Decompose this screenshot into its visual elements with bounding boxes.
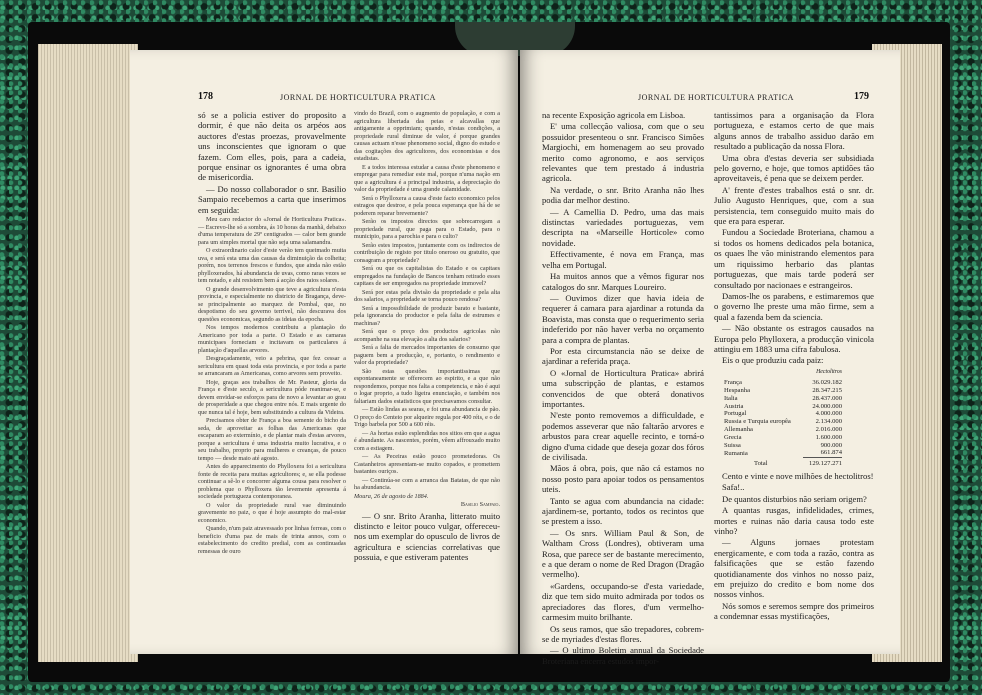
paragraph: Na verdade, o snr. Brito Aranha não lhes podia dar melhor destino. (542, 184, 704, 206)
table-row (724, 442, 842, 450)
paragraph: — Ouvimos dizer que havia ideia de requerer á camara para ajardinar a rotunda da Boavista, mas consta que o requerimento seria indeferido por não haver verba no orçamento para a compra de plantas. (542, 292, 704, 345)
paragraph: Antes do apparecimento do Phylloxera foi a sericultura fonte de receita para muitas agricultores; e, se ella podesse continuar a sê-lo e concorrer alguma cousa para resolver o problema que o Phylloxera tão levemente apresenta á sociedade portugueza contemporanea. (198, 463, 346, 501)
paragraph: Nos tempos modernos contribuiu a plantação do Americano por toda a parte. O Estado e as camaras municipaes forneciam e incitavam os particulares á plantação d'aquellas arvores. (198, 324, 346, 354)
table-row (724, 449, 842, 457)
paragraph: A' frente d'estes trabalhos está o snr. dr. Julio Augusto Henriques, que, com a sua persistencia, tem conseguido muito mais do que era para esperar. (714, 184, 874, 227)
letter-body (198, 216, 346, 555)
value-cell: 36.029.182 (812, 379, 842, 387)
paragraph: vindo do Brazil, com o augmento de população, e com a agricultura libertada das peias e alcavallas que antigamente a opprimiam; quando, n'estas condições, a propriedade rural diminue de valor, é porque grandes causas actuam n'esse phenomeno social, digno do estudo e das cogitações dos agricultores, dos economistas e dos estadistas. (354, 110, 500, 162)
paragraph: — Estão lindas as searas, e foi uma abundancia de pão. O preço do Centeio por alqueire regula por 400 réis, e o de Trigo barbela por 500 a 600 réis. (354, 406, 500, 428)
table-row (724, 403, 842, 411)
paragraph: Por esta circumstancia não se deixe de ajardinar a referida praça. (542, 345, 704, 367)
table-total-row (724, 458, 842, 468)
paragraph: — Não obstante os estragos causados na Europa pelo Phylloxera, a producção vinicola attingiu em 1883 uma cifra fabulosa. (714, 323, 874, 354)
paragraph: Serão os impostos directos que sobrecarregam a propriedade rural, que paga para o Estado, para o municipio, para a parochia e para o culto? (354, 218, 500, 240)
table-row (724, 434, 842, 442)
paragraph: tantissimos para a organisação da Flora portugueza, e estamos certo de que mais alguns annos de trabalho assiduo darão em resultado a publicação da nossa Flora. (714, 110, 874, 152)
country-cell: Rumania (724, 449, 748, 457)
total-label: Total (754, 459, 768, 467)
value-cell: 28.347.215 (812, 386, 842, 394)
value-cell: 28.437.000 (812, 394, 842, 402)
paragraph: N'este ponto removemos a difficuldade, e podemos asseverar que não faltarão arvores e arbustos para crear aquelle recinto, e torná-o digno d'uma cidade que deseja gozar dos fóros de civilisada. (542, 410, 704, 462)
paragraph: — As hortas estão esplendidas nos sitios em que a agua é abundante. As nascentes, porém, vêem affrouxado muito com a estiagem. (354, 429, 500, 452)
page-number-left: 178 (198, 91, 213, 102)
paragraph: São estas questões importantissimas que espontaneamente se offerecem ao espirito, e a que não respondemos, porque nos falta a competencia, e não é aqui o logar proprio, a tudo ligeira enunciação, e também nos faltariam dados estatisticos que precisavamos consultar. (354, 367, 500, 405)
paragraph: A quantas rusgas, infidelidades, crimes, mortes e ruinas não daria causa todo este vinho? (714, 505, 874, 536)
table-row (724, 426, 842, 434)
paragraph: Precisamos obter de França a boa semente do bicho da seda, de aproveitar as folhas das Americanas que escaparam ao extermínio, e de plantar mais d'estas arvores, porque a sericultura é uma industria muito lucrativa, e o seu trabalho, proprio para mulheres e creanças, de pouco tempo — desde maio até agosto. (198, 417, 346, 462)
country-cell: Italia (724, 394, 738, 402)
left-col2-big-text (354, 511, 500, 563)
paragraph: Eis o que produziu cada paiz: (722, 355, 824, 366)
table-row (724, 410, 842, 418)
paragraph: O valor da propriedade rural vae diminuindo gravemente no paiz, o que é hoje assumpto do mal-estar economico. (198, 501, 346, 524)
paragraph: Será por estas pela divisão da propriedade e pela alta dos salarios, a propriedade se torna pouco rendosa? (354, 288, 500, 303)
paragraph: — A Camellia D. Pedro, uma das mais distinctas variedades portuguezas, vem descripta na «Marseille Horticole» como novidade. (542, 206, 704, 248)
paragraph: só se a policia estiver do proposito a dormir, é que não deita os arpéos aos auctores d'estas proezas, provavelmente uns inconscientes que ignoram o que fazem. Com elles, pois, para a cadeia, porque ensinar os ignorantes é uma obra de misericordia. (198, 110, 346, 183)
country-cell: Grecia (724, 433, 742, 441)
value-cell: 24.000.000 (812, 402, 842, 410)
country-cell: Allemanha (724, 425, 753, 433)
paragraph: Mãos á obra, pois, que não cá estamos no nosso posto para apoiar todos os pensamentos uteis. (542, 463, 704, 495)
paragraph: Será que o preço dos productos agricolas não acompanhe na sua elevação a alta dos salarios? (354, 328, 500, 343)
right-column-1 (542, 110, 704, 666)
paragraph: na recente Exposição agricola em Lisboa. (542, 110, 686, 120)
paragraph: Serão estes impostos, juntamente com os indirectos de contribuição de registo por titulo oneroso ou gratuito, que consagram a propriedade? (354, 241, 500, 264)
running-header-right: JORNAL DE HORTICULTURA PRATICA (638, 93, 794, 102)
country-cell: Suissa (724, 441, 741, 449)
paragraph: O extraordinario calor d'este verão tem queimado muita uva, e será esta uma das causas da diminuição da colheita; porém, nos terrenos frescos e fundos, que ainda não estão phylloxerados, há abundancia de uvas, como raras vezes se tem notado, e ahi resistem bem á acção dos raios solares. (198, 247, 346, 285)
country-cell: Russia e Turquia europêa (724, 418, 791, 426)
paragraph: Meu caro redactor do «Jornal de Horticultura Pratica». — Escrevo-lhe só a sombra, ás 10 horas da manhã, debaixo d'uma temperatura de 29º centigrados — calor bem grande para um simples mortal que não seja uma salamandra. (198, 216, 346, 246)
table-unit-label: Hectolitros (816, 368, 842, 375)
paragraph: — O snr. Brito Aranha, litterato muito distincto e leitor pouco vulgar, offereceu-nos um exemplar do opusculo de livros de agricultura e sciencias correlativas que possuia, e que estiveram patentes (354, 510, 500, 563)
paragraph: Será a impossibilidade de produzir barato e bastante, pela ignorancia do productor e pela falta de estrumes e machinas? (354, 304, 500, 327)
paragraph: Safa!.. (722, 482, 745, 493)
wine-production-table (724, 379, 842, 468)
country-cell: Portugal (724, 410, 747, 418)
paragraph: Fundou a Sociedade Broteriana, chamou a si todos os homens dedicados pela botanica, os quaes lhe vão ministrando elementos para um riquissimo herbario das plantas portuguezas, que mais tarde poderá ser consultado por nacionaes e estrangeiros. (714, 227, 874, 290)
table-row (724, 395, 842, 403)
paragraph: Desgraçadamente, veio a pebrina, que fez cessar a sericultura em quasi toda esta provincia, e por toda a parte se arrancaram as Americanas, como arvores sem proveito. (198, 355, 346, 378)
value-cell: 661.874 (820, 449, 842, 457)
letter-signature: Basilio Sampaio. (460, 501, 500, 508)
paragraph: — As Peceiras estão pouco prometedoras. Os Castanheiros apresentam-se muito copados, e promettem bastantes ouriços. (354, 453, 500, 475)
paragraph: — Os snrs. William Paul & Son, de Waltham Cross (Londres), obtiveram uma Rosa, que parece ser de bastante merecimento, e a que deram o nome de Red Dragon (Dragão vermelho). (542, 527, 704, 580)
paragraph: Cento e vinte e nove milhões de hectolitros! (722, 470, 874, 481)
value-cell: 4.000.000 (815, 410, 842, 418)
value-cell: 1.600.000 (815, 433, 842, 441)
total-value: 129.127.271 (803, 458, 842, 468)
paragraph: Effectivamente, é nova em França, mas velha em Portugal. (542, 249, 704, 270)
table-row (724, 379, 842, 387)
paragraph: O «Jornal de Horticultura Pratica» abrirá uma subscripção de plantas, e estamos convencidos de que obterá donativos importantes. (542, 367, 704, 409)
paragraph: Uma obra d'estas deveria ser subsidiada pelo governo, e hoje, que tomos aptidões tão aproveitaveis, é pena que se deixem perder. (714, 152, 874, 184)
right-column-2 (714, 110, 874, 650)
page-number-right: 179 (854, 91, 869, 102)
country-cell: França (724, 379, 742, 387)
paragraph: Será o Phylloxera a causa d'este facto economico pelos estragos que destroe, e pela pouca esperança que há de se poderem reparar brevemente? (354, 194, 500, 217)
paragraph: Quando, n'um paiz atravessado por linhas ferreas, com o beneficio d'uma paz de mais de trinta annos, com o estabelecimento do credito predial, com as continuadas remessas de ouro (198, 525, 346, 555)
left-column-2 (354, 110, 500, 650)
country-cell: Austria (724, 402, 744, 410)
paragraph: — Do nosso collaborador o snr. Basilio Sampaio recebemos a carta que inserimos em seguida: (198, 183, 346, 215)
page-edges-left (38, 44, 138, 662)
paragraph: Damos-lhe os parabens, e estimaremos que o governo lhe preste uma mão firme, sem a qual a fazenda bem da sciencia. (714, 290, 874, 322)
paragraph: Os seus ramos, que são trepadores, cobrem-se de myriades d'estas flores. (542, 623, 704, 644)
paragraph: Será a falta de mercados importantes de consumo que paguem bem a producção, e, portanto, o rendimento e valor da propriedade? (354, 344, 500, 366)
paragraph: O grande desenvolvimento que teve a agricultura n'esta provincia, e especialmente no districto de Bragança, deve-se principalmente ao marquez de Pombal, que, no despotismo do seu governo terrivel, não descurava dos questões economicas, segundo as ideias da epocha. (198, 285, 346, 323)
paragraph: «Gardens, occupando-se d'esta variedade, diz que tem sido muito admirada por todos os apreciadores das flores, d'um vermelho-carmesim muito brilhante. (542, 580, 704, 623)
value-cell: 900.000 (820, 441, 842, 449)
left-page (130, 50, 518, 654)
table-row (724, 387, 842, 395)
paragraph: Ha muitos annos que a vêmos figurar nos catalogos do snr. Marques Loureiro. (542, 271, 704, 292)
paragraph: Será ou que os capitalistas do Estado e os capitaes empregados na fundação de Bancos tenham retirado esses capitaes de ser empregados na propriedade immovel? (354, 265, 500, 287)
running-header-left: JORNAL DE HORTICULTURA PRATICA (280, 93, 436, 102)
paragraph: Hoje, graças aos trabalhos de Mr. Pasteur, gloria da França e d'este seculo, a sericultura póde reanimar-se, e devem envidar-se esforços para de novo a levantar ao grau de prosperidade a que chegou entre nós. E mais urgente do que nunca tal é hoje, bem substituindo a cultura da Videira. (198, 378, 346, 416)
paragraph: De quantos disturbios não seriam origem? (722, 493, 867, 504)
paragraph: E a todos interessa estudar a causa d'este phenomeno e empregar para remediar este mal, porque n'uma nação em que a agricultura é a principal industria, a depreciação do valor da propriedade é uma grande calamidade. (354, 163, 500, 193)
table-row (724, 418, 842, 426)
value-cell: 2.134.000 (815, 418, 842, 426)
paragraph: Tanto se agua com abundancia na cidade: ajardinem-se, portanto, todos os recintos que se prestem a isso. (542, 495, 704, 527)
letter-date: Moura, 26 de agosto de 1884. (354, 492, 429, 500)
paragraph: E' uma collecção valiosa, com que o seu possuidor presenteou o snr. Francisco Simões Margiochi, em homenagem ao seu provado merito como agronomo, e aos serviços relevantes que tem prestado á industria agricola. (542, 121, 704, 184)
right-page (520, 50, 900, 666)
value-cell: 2.016.000 (815, 425, 842, 433)
left-col1-big-text (198, 110, 346, 215)
country-cell: Hespanha (724, 386, 750, 394)
paragraph: — Continúa-se com a arranca das Batatas, de que não ha abundancia. (354, 476, 500, 491)
paragraph: — O ultimo Boletim annual da Sociedade Broteriana encerra estudos impor- (542, 645, 704, 666)
paragraph: — Alguns jornaes protestam energicamente, e com toda a razão, contra as falsificações que se estão fazendo quotidianamente dos vinhos no nosso paiz, em prejuizo do credito e bom nome dos nossos vinhos. (714, 537, 874, 600)
left-column-1 (198, 110, 346, 650)
letter-body-continued (354, 110, 500, 509)
paragraph: Nós somos e seremos sempre dos primeiros a condemnar essas mystificações, (714, 600, 874, 622)
